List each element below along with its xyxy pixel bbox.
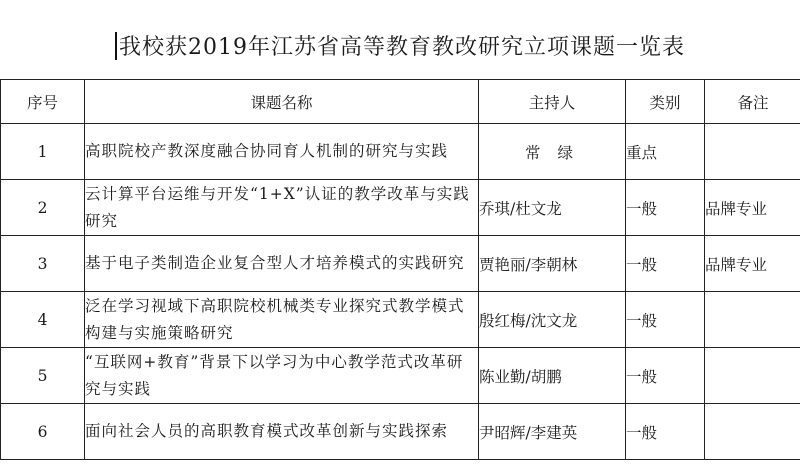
cell-host: 乔琪/杜文龙	[479, 180, 626, 236]
cell-no: 4	[1, 292, 85, 348]
header-host: 主持人	[479, 80, 626, 124]
cell-no: 1	[1, 124, 85, 180]
header-note: 备注	[705, 80, 800, 124]
cell-type: 一般	[626, 180, 705, 236]
cell-no: 2	[1, 180, 85, 236]
cell-note	[705, 404, 800, 460]
table-row	[1, 348, 800, 404]
cell-title: 泛在学习视域下高职院校机械类专业探究式教学模式构建与实施策略研究	[85, 292, 479, 348]
cell-note	[705, 292, 800, 348]
cell-host: 陈业勤/胡鹏	[479, 348, 626, 404]
header-type: 类别	[626, 80, 705, 124]
table-row	[1, 180, 800, 236]
cell-note: 品牌专业	[705, 180, 800, 236]
table-header-row	[1, 80, 800, 124]
cell-type: 一般	[626, 348, 705, 404]
cell-title: 面向社会人员的高职教育模式改革创新与实践探索	[85, 404, 479, 460]
header-no: 序号	[1, 80, 85, 124]
page-title	[0, 30, 800, 61]
project-table	[0, 79, 800, 460]
header-title: 课题名称	[85, 80, 479, 124]
cell-type: 一般	[626, 404, 705, 460]
table-row	[1, 292, 800, 348]
cell-note	[705, 124, 800, 180]
text-cursor	[115, 32, 117, 60]
page-title-text: 我校获2019年江苏省高等教育教改研究立项课题一览表	[119, 35, 685, 60]
cell-note	[705, 348, 800, 404]
cell-type: 一般	[626, 236, 705, 292]
table-row	[1, 404, 800, 460]
cell-no: 5	[1, 348, 85, 404]
cell-title: 基于电子类制造企业复合型人才培养模式的实践研究	[85, 236, 479, 292]
cell-type: 一般	[626, 292, 705, 348]
cell-no: 3	[1, 236, 85, 292]
cell-title: 云计算平台运维与开发“1+X”认证的教学改革与实践研究	[85, 180, 479, 236]
cell-note: 品牌专业	[705, 236, 800, 292]
cell-host: 常 绿	[479, 124, 626, 180]
cell-type: 重点	[626, 124, 705, 180]
cell-no: 6	[1, 404, 85, 460]
table-row	[1, 124, 800, 180]
cell-host: 贾艳丽/李朝林	[479, 236, 626, 292]
table-row	[1, 236, 800, 292]
cell-title: “互联网+教育”背景下以学习为中心教学范式改革研究与实践	[85, 348, 479, 404]
cell-host: 殷红梅/沈文龙	[479, 292, 626, 348]
cell-title: 高职院校产教深度融合协同育人机制的研究与实践	[85, 124, 479, 180]
cell-host: 尹昭辉/李建英	[479, 404, 626, 460]
